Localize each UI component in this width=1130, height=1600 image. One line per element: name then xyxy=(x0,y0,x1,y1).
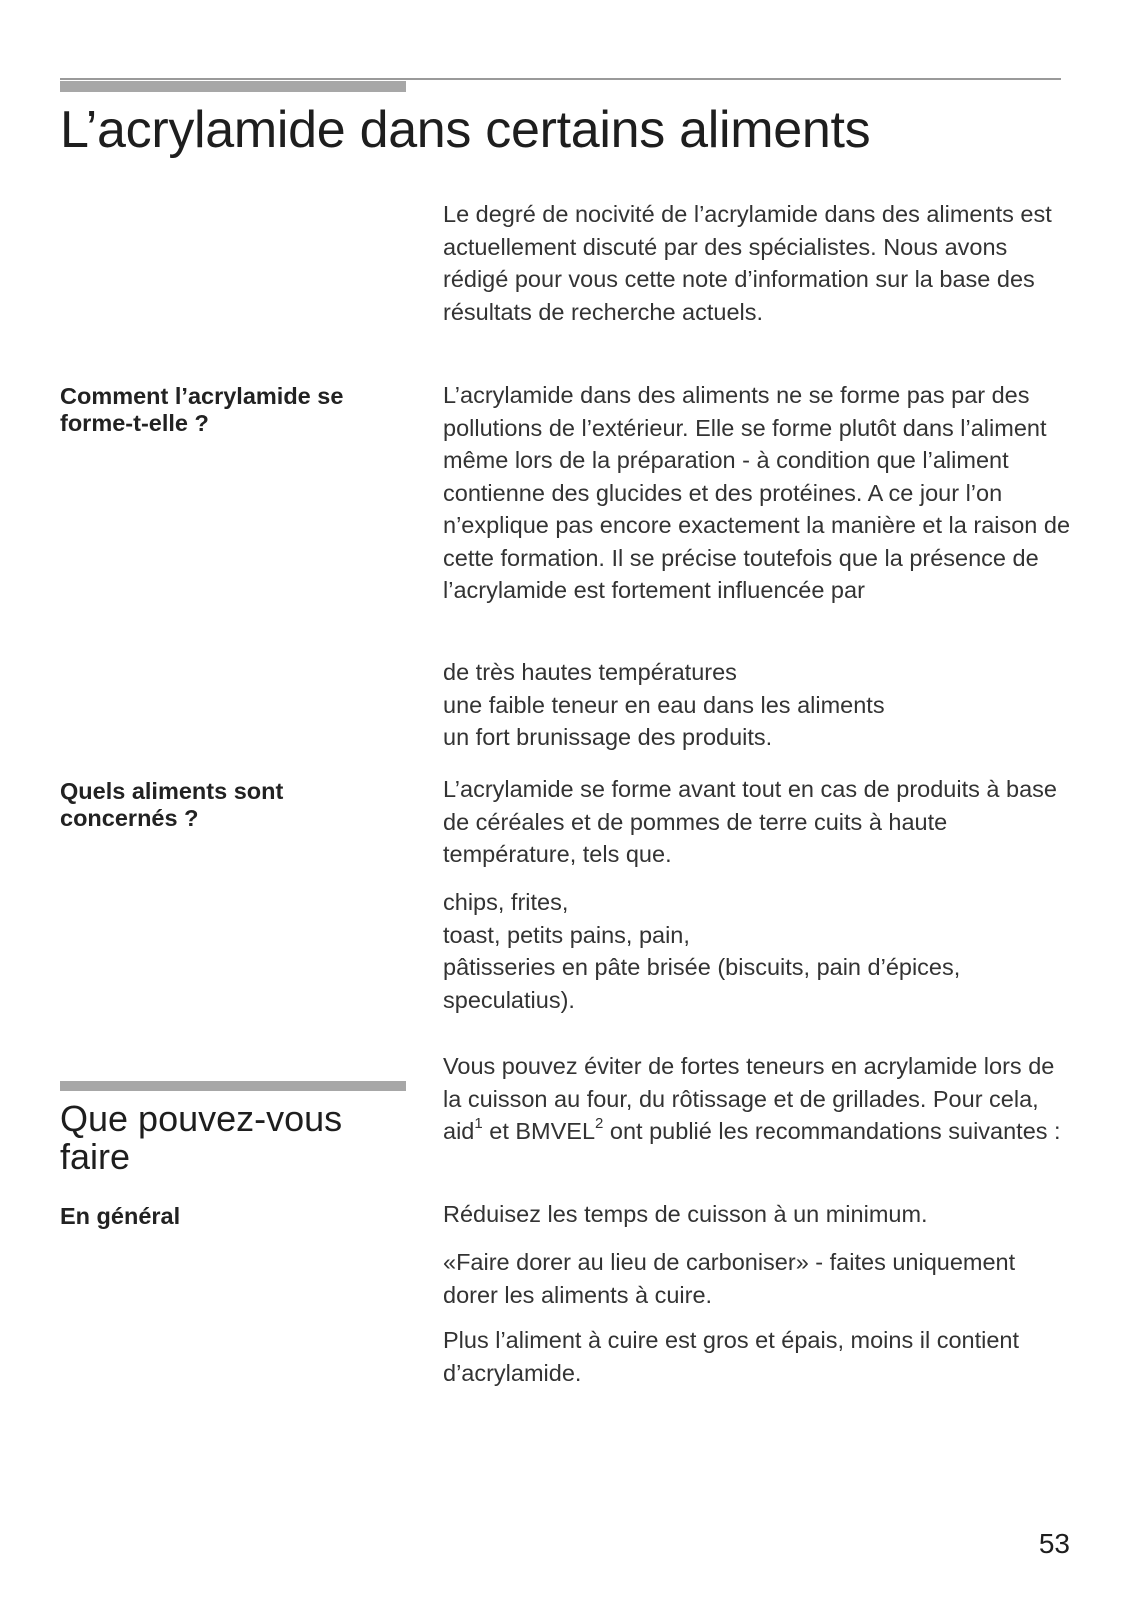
section-accent-bar xyxy=(60,1081,406,1091)
list-item: de très hautes températures xyxy=(443,659,737,685)
intro-paragraph: Le degré de nocivité de l’acrylamide dans des aliments est actuellement discuté par des spécialistes. Nous avons rédigé pour vous cette note d’information sur la base des résultats de recherche actuels. xyxy=(443,201,1052,325)
footnote-ref-1: 1 xyxy=(474,1115,483,1133)
foods-paragraph: L’acrylamide se forme avant tout en cas de produits à base de céréales et de pommes de terre cuits à haute température, tels que. xyxy=(443,776,1057,867)
footnote-ref-2: 2 xyxy=(595,1115,604,1133)
formation-heading: Comment l’acrylamide se forme-t-elle ? xyxy=(60,383,344,436)
top-rule xyxy=(60,78,1061,80)
list-item: toast, petits pains, pain, xyxy=(443,921,690,948)
page-title: L’acrylamide dans certains aliments xyxy=(60,101,871,159)
section-title: Que pouvez-vous faire xyxy=(60,1098,343,1177)
list-item: un fort brunissage des produits. xyxy=(443,724,773,750)
list-item: pâtisseries en pâte brisée (biscuits, pain d’épices, speculatius). xyxy=(443,954,961,1013)
what-to-do-paragraph: Vous pouvez éviter de fortes teneurs en acrylamide lors de la cuisson au four, du rôtissage et de grillades. Pour cela, aid$^1$ et BMVEL$^2$ ont publié les recommandations suivantes : xyxy=(443,1053,1061,1144)
foods-heading: Quels aliments sont concernés ? xyxy=(60,778,284,831)
title-accent-bar xyxy=(60,81,406,92)
tip-2: «Faire dorer au lieu de carboniser» - faites uniquement dorer les aliments à cuire. xyxy=(443,1249,1016,1308)
formation-paragraph: L’acrylamide dans des aliments ne se forme pas par des pollutions de l’extérieur. Elle se forme plutôt dans l’aliment même lors de la préparation - à condition que l’aliment contienne des glucides et des protéines. A ce jour l’on n’explique pas encore exactement la manière et la raison de cette formation. Il se précise toutefois que la présence de l’acrylamide est fortement influencée par xyxy=(443,382,1071,603)
page-number: 53 xyxy=(1038,1528,1070,1559)
list-item: chips, frites, xyxy=(443,889,569,915)
list-item: une faible teneur en eau dans les aliments xyxy=(443,691,885,718)
general-heading: En général xyxy=(60,1203,181,1229)
tip-3: Plus l’aliment à cuire est gros et épais, moins il contient d’acrylamide. xyxy=(443,1327,1020,1386)
tip-1: Réduisez les temps de cuisson à un minimum. xyxy=(443,1201,928,1227)
foods-list xyxy=(443,886,1073,1016)
formation-factors-list xyxy=(443,656,1073,754)
